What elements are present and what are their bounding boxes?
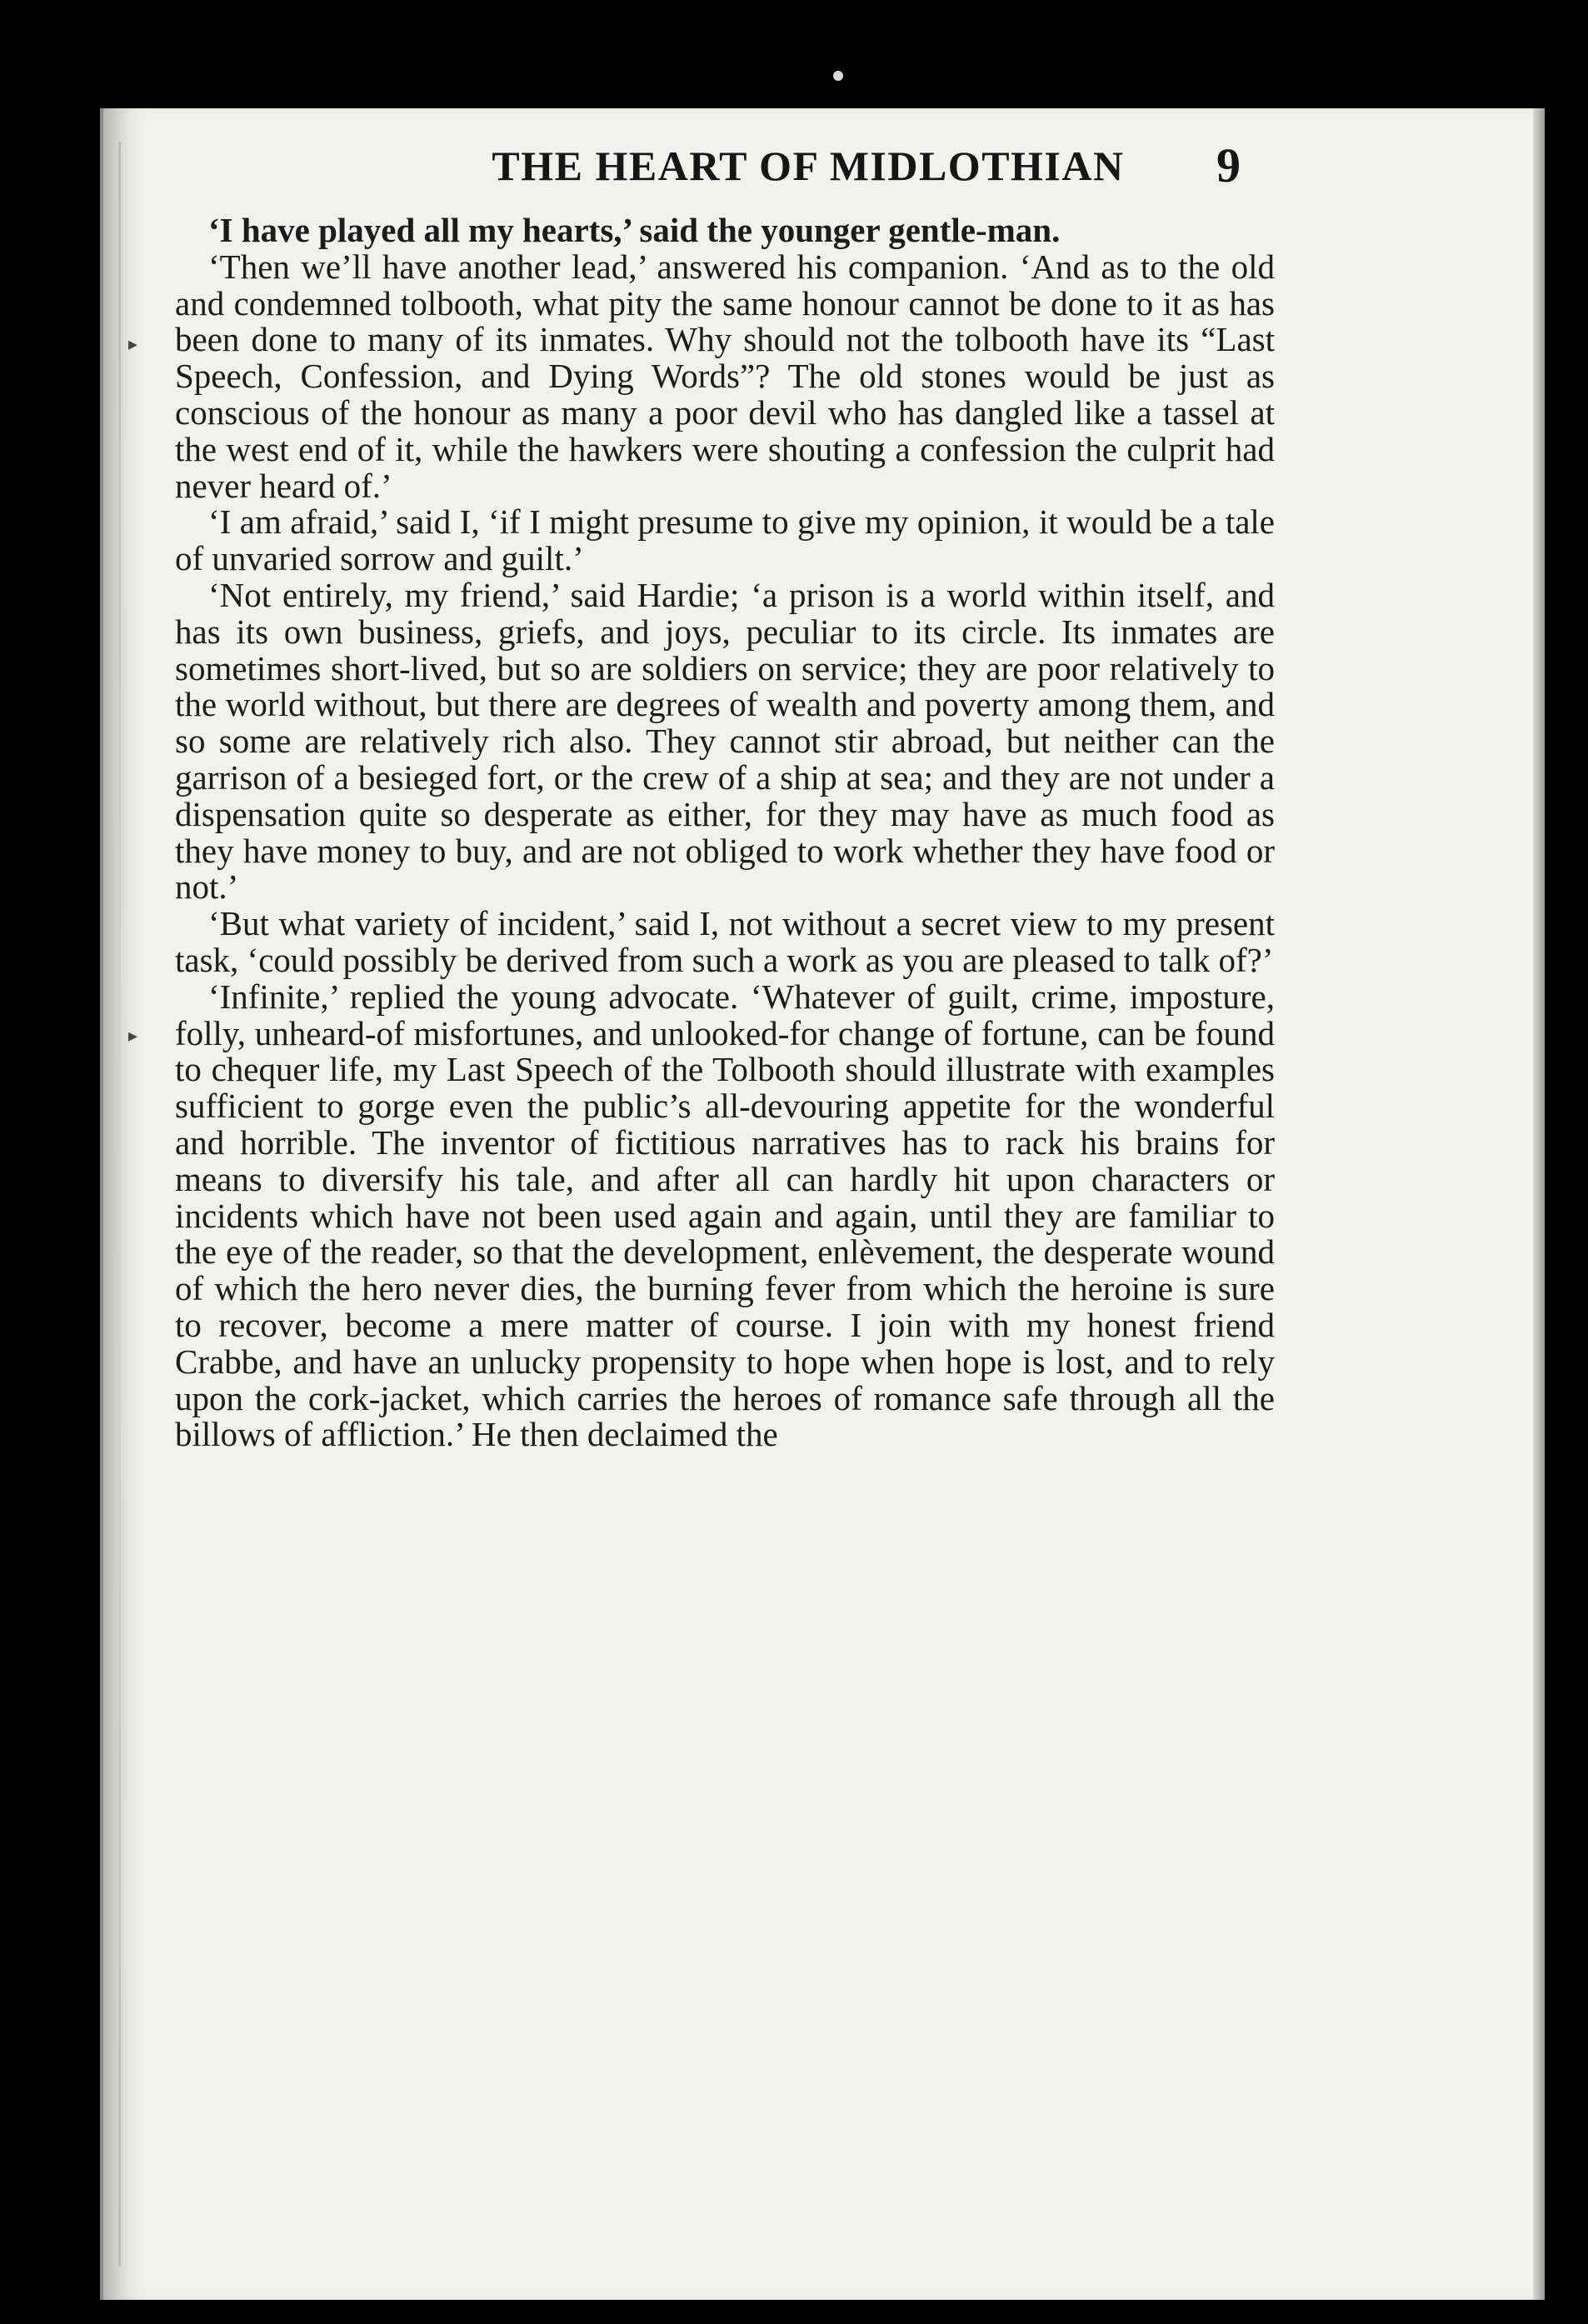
paragraph: ‘But what variety of incident,’ said I, not without a secret view to my present task, ‘could possibly be derived from such a work as you are pleased to talk of?’ xyxy=(175,904,1275,979)
paragraph: ‘Not entirely, my friend,’ said Hardie; ‘a prison is a world within itself, and has its own business, griefs, and joys, peculiar to its circle. Its inmates are sometimes short-lived, but so are soldiers on service; they are poor relatively to the world without, but there are degrees of wealth and poverty among them, and so some are relatively rich also. They cannot stir abroad, but neither can the garrison of a besieged fort, or the crew of a ship at sea; and they are not under a dispensation quite so desperate as either, for they may have as much food as they have money to buy, and are not obliged to work whether they have food or not.’ xyxy=(175,575,1275,907)
body-text xyxy=(175,212,1275,1453)
margin-mark: ▸ xyxy=(128,333,138,354)
paragraph: ‘Then we’ll have another lead,’ answered his companion. ‘And as to the old and condemned tolbooth, what pity the same honour cannot be done to it as has been done to many of its inmates. Why should not the tolbooth have its “Last Speech, Confession, and Dying Words”? The old stones would be just as conscious of the honour as many a poor devil who has dangled like a tassel at the west end of it, while the hawkers were shouting a confession the culprit had never heard of.’ xyxy=(175,247,1275,505)
paragraph: ‘Infinite,’ replied the young advocate. ‘Whatever of guilt, crime, imposture, folly, unheard-of misfortunes, and unlooked-for change of fortune, can be found to chequer life, my Last Speech of the Tolbooth should illustrate with examples sufficient to gorge even the public’s all-devouring appetite for the wonderful and horrible. The inventor of fictitious narratives has to rack his brains for means to diversify his tale, and after all can hardly hit upon characters or incidents which have not been used again and again, until they are familiar to the eye of the reader, so that the development, enlèvement, the desperate wound of which the hero never dies, the burning fever from which the heroine is sure to recover, become a mere matter of course. I join with my honest friend Crabbe, and have an unlucky propensity to hope when hope is lost, and to rely upon the cork-jacket, which carries the heroes of romance safe through all the billows of affliction.’ He then declaimed the xyxy=(175,977,1275,1454)
page-number: 9 xyxy=(1216,138,1241,192)
running-title: THE HEART OF MIDLOTHIAN xyxy=(492,142,1125,189)
paragraph: ‘I have played all my hearts,’ said the younger gentle-man. xyxy=(208,211,1061,249)
margin-mark: ▸ xyxy=(128,1025,138,1046)
page-edge xyxy=(1533,108,1545,2300)
gutter-edge xyxy=(118,142,121,2267)
paragraph: ‘I am afraid,’ said I, ‘if I might presume to give my opinion, it would be a tale of unvaried sorrow and guilt.’ xyxy=(175,502,1275,578)
scan-speck xyxy=(833,71,843,81)
